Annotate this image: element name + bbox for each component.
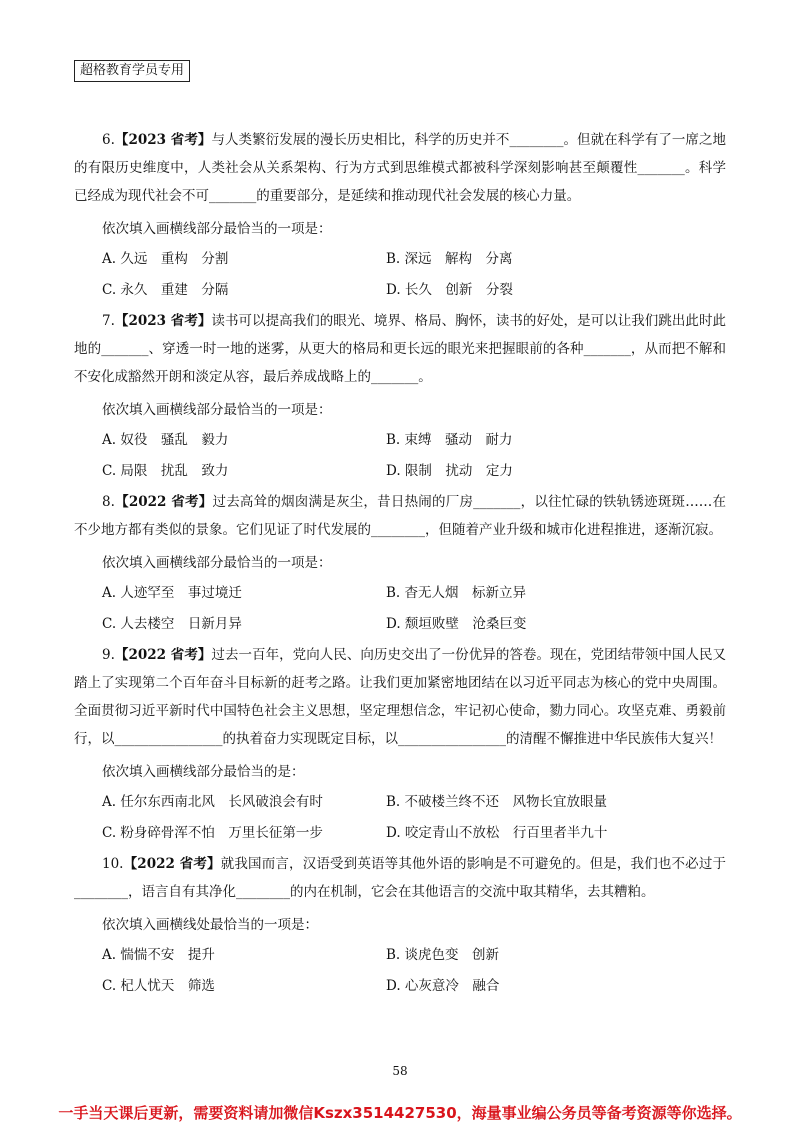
question-7 [74, 307, 726, 485]
options [74, 245, 726, 304]
question-8 [74, 488, 726, 638]
option-a: A. 人迹罕至 事过境迁 [102, 585, 242, 601]
option-c: C. 杞人忧天 筛选 [102, 978, 215, 994]
options [74, 579, 726, 638]
option-a: A. 久远 重构 分割 [102, 251, 229, 267]
option-c: C. 局限 扰乱 致力 [102, 463, 229, 479]
question-text: 过去高耸的烟囱满是灰尘，昔日热闹的厂房_______，以往忙碌的铁轨锈迹斑斑……在不少地方都有类似的景象。它们见证了时代发展的________，但随着产业升级和城市化进程推进，逐渐沉寂。 [74, 494, 726, 538]
option-d: D. 限制 扰动 定力 [386, 463, 513, 479]
question-tag: 【2022 省考】 [114, 494, 213, 510]
question-tag: 【2023 省考】 [114, 313, 212, 329]
question-prompt: 依次填入画横线部分最恰当的一项是： [102, 555, 332, 571]
question-text: 读书可以提高我们的眼光、境界、格局、胸怀，读书的好处，是可以让我们跳出此时此地的_______、穿透一时一地的迷雾，从更大的格局和更长远的眼光来把握眼前的各种_______，从而把不解和不安化成豁然开朗和淡定从容，最后养成战略上的_______。 [74, 313, 726, 385]
question-stem [74, 850, 726, 906]
option-a: A. 奴役 骚乱 毅力 [102, 432, 229, 448]
option-d: D. 长久 创新 分裂 [386, 282, 513, 298]
option-b: B. 不破楼兰终不还 风物长宜放眼量 [386, 794, 608, 810]
option-c: C. 人去楼空 日新月异 [102, 616, 242, 632]
question-6 [74, 126, 726, 304]
options [74, 788, 726, 847]
question-stem [74, 307, 726, 391]
question-prompt: 依次填入画横线部分最恰当的一项是： [102, 221, 332, 237]
question-10 [74, 850, 726, 1000]
option-d: D. 心灰意冷 融合 [386, 978, 500, 994]
option-b: B. 深远 解构 分离 [386, 251, 513, 267]
option-a: A. 任尔东西南北风 长风破浪会有时 [102, 794, 323, 810]
question-text: 与人类繁衍发展的漫长历史相比，科学的历史并不________。但就在科学有了一席之地的有限历史维度中，人类社会从关系架构、行为方式到思维模式都被科学深刻影响甚至颠覆性_______。科学已经成为现代社会不可_______的重要部分，是延续和推动现代社会发展的核心力量。 [74, 132, 727, 204]
option-b: B. 杳无人烟 标新立异 [386, 585, 527, 601]
header-label: 超格教育学员专用 [74, 60, 190, 82]
option-b: B. 谈虎色变 创新 [386, 947, 500, 963]
question-tag: 【2022 省考】 [114, 647, 212, 663]
footer-notice: 一手当天课后更新，需要资料请加微信Kszx3514427530，海量事业编公务员等备考资源等你选择。 [58, 1104, 742, 1122]
option-b: B. 束缚 骚动 耐力 [386, 432, 513, 448]
options [74, 426, 726, 485]
option-a: A. 惴惴不安 提升 [102, 947, 215, 963]
option-c: C. 永久 重建 分隔 [102, 282, 229, 298]
question-number: 9. [102, 647, 115, 663]
question-text: 过去一百年，党向人民、向历史交出了一份优异的答卷。现在，党团结带领中国人民又踏上了实现第二个百年奋斗目标新的赶考之路。让我们更加紧密地团结在以习近平同志为核心的党中央周围。全面贯彻习近平新时代中国特色社会主义思想，坚定理想信念，牢记初心使命，勠力同心。攻坚克难、勇毅前行，以________________的执着奋力实现既定目标，以________________的清醒不懈推进中华民族伟大复兴！ [74, 647, 726, 747]
question-number: 10. [102, 856, 124, 872]
question-prompt: 依次填入画横线处最恰当的一项是： [102, 917, 318, 933]
question-number: 8. [102, 494, 115, 510]
question-prompt: 依次填入画横线部分最恰当的一项是： [102, 402, 332, 418]
question-prompt: 依次填入画横线部分最恰当的是： [102, 764, 305, 780]
page-number: 58 [392, 1064, 408, 1078]
question-number: 6. [102, 132, 115, 148]
question-9 [74, 641, 726, 847]
question-stem [74, 126, 726, 210]
question-stem [74, 488, 726, 544]
question-list [74, 126, 726, 1003]
question-number: 7. [102, 313, 115, 329]
options [74, 941, 726, 1000]
question-tag: 【2023 省考】 [114, 132, 212, 148]
question-text: 就我国而言，汉语受到英语等其他外语的影响是不可避免的。但是，我们也不必过于________，语言自有其净化________的内在机制，它会在其他语言的交流中取其精华，去其糟粕。 [74, 856, 727, 900]
question-stem [74, 641, 726, 753]
option-c: C. 粉身碎骨浑不怕 万里长征第一步 [102, 825, 323, 841]
question-tag: 【2022 省考】 [123, 856, 221, 872]
option-d: D. 咬定青山不放松 行百里者半九十 [386, 825, 608, 841]
option-d: D. 颓垣败壁 沧桑巨变 [386, 616, 527, 632]
